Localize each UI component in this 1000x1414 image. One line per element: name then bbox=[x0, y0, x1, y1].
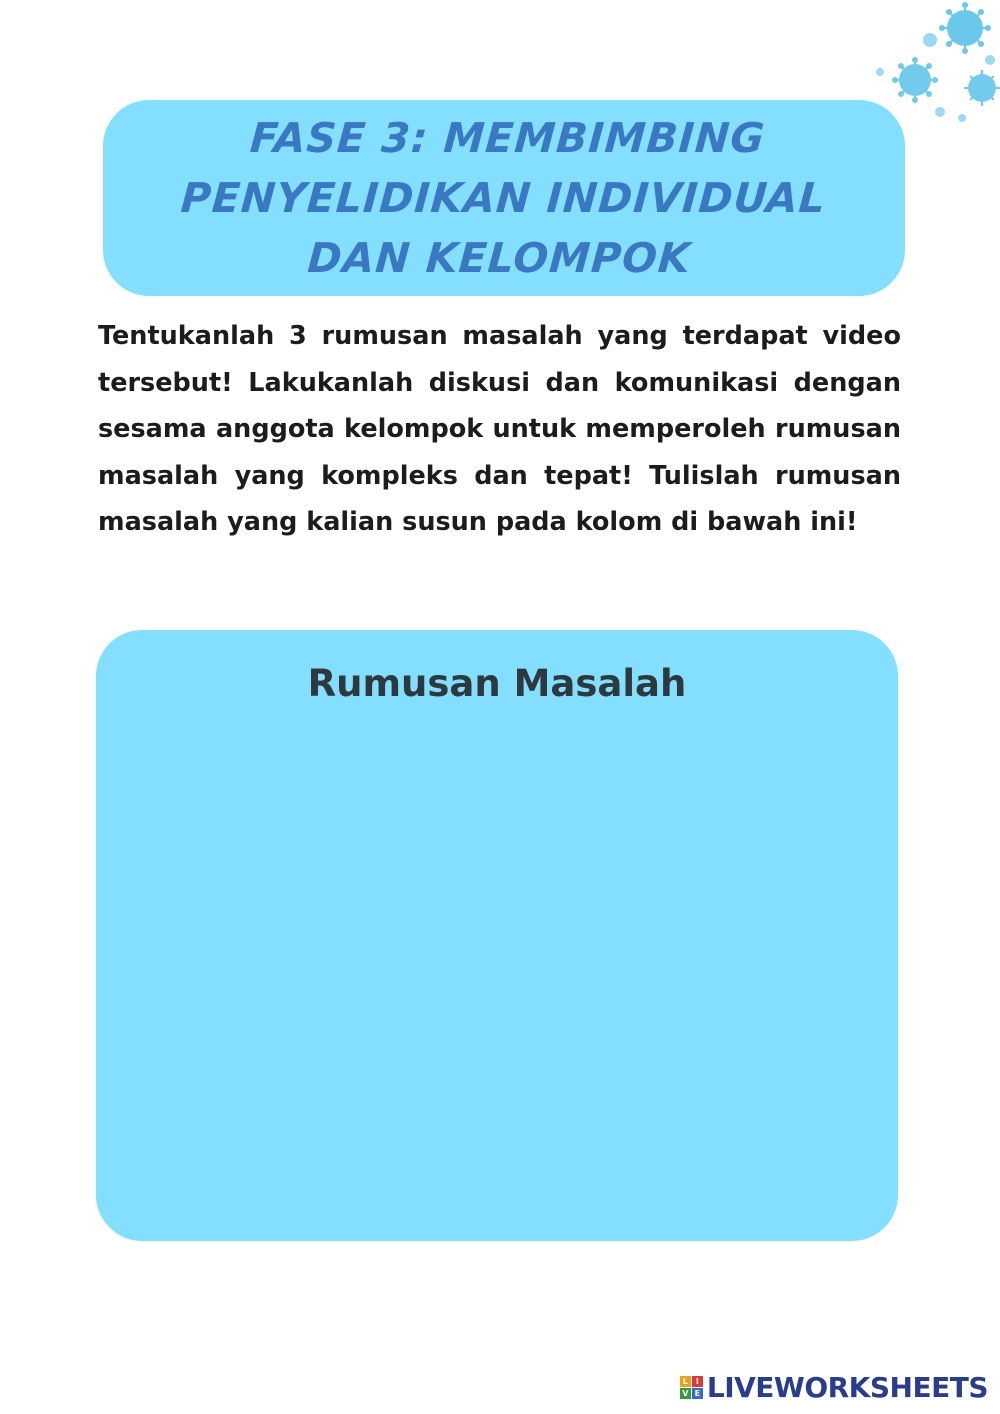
title-line-3: DAN KELOMPOK bbox=[306, 234, 694, 282]
logo-letter-e: E bbox=[692, 1388, 703, 1399]
answer-box-title: Rumusan Masalah bbox=[307, 662, 687, 705]
answer-box bbox=[96, 630, 898, 1241]
liveworksheets-logo-icon bbox=[680, 1376, 703, 1399]
answer-input[interactable] bbox=[126, 730, 868, 1211]
title-line-1: FASE 3: MEMBIMBING bbox=[249, 114, 768, 162]
brand-footer[interactable] bbox=[680, 1371, 988, 1404]
logo-letter-l: L bbox=[680, 1376, 691, 1387]
logo-letter-v: V bbox=[680, 1388, 691, 1399]
title-line-2: PENYELIDIKAN INDIVIDUAL bbox=[179, 174, 829, 222]
title-banner bbox=[103, 100, 905, 296]
logo-letter-i: I bbox=[692, 1376, 703, 1387]
brand-name: LIVEWORKSHEETS bbox=[706, 1371, 988, 1404]
instructions-paragraph: Tentukanlah 3 rumusan masalah yang terdapat video tersebut! Lakukanlah diskusi dan komunikasi dengan sesama anggota kelompok untuk memperoleh rumusan masalah yang kompleks dan tepat! Tulislah rumusan masalah yang kalian susun pada kolom di bawah ini! bbox=[98, 321, 901, 537]
page-title bbox=[175, 108, 833, 288]
virus-cluster-icon bbox=[870, 0, 1000, 130]
